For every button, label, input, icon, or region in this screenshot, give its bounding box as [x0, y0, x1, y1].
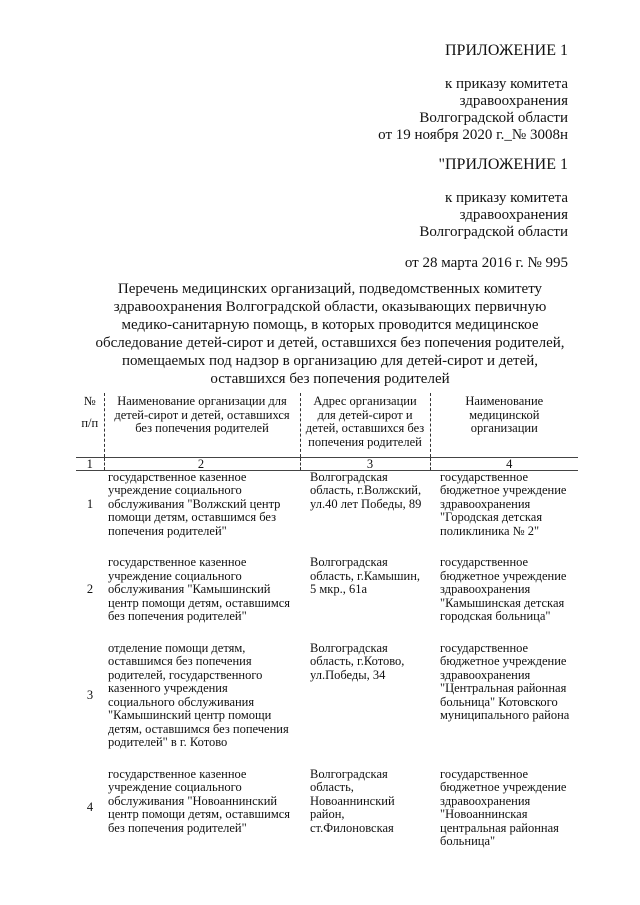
cell-line: Волгоградская [310, 555, 388, 569]
medical-organization [430, 470, 578, 556]
organization-address [300, 768, 430, 867]
cell-line: государственное [440, 555, 529, 569]
title-line: оставшихся без попечения родителей [210, 371, 450, 387]
cell-line: учреждение социального [108, 568, 242, 583]
cell-line: область, г.Волжский, [310, 483, 422, 497]
cell-line: государственное [440, 766, 529, 781]
organization-address [300, 470, 430, 556]
title-line: помещаемых под надзор в организацию для детей-сирот и детей, [121, 353, 539, 369]
cell-line: "Новоаннинская [440, 807, 528, 821]
cell-line: поликлиника № 2" [440, 523, 540, 538]
organization-name [104, 642, 300, 768]
cell-line: бюджетное учреждение [440, 654, 567, 668]
appendix-header-previous [360, 156, 568, 272]
header-medical-organization: Наименование медицинской организации [430, 393, 578, 457]
table-row [76, 556, 578, 642]
table-row [76, 768, 578, 867]
appendix-line: Волгоградской области [419, 110, 568, 126]
cell-line: 5 мкр., 61а [310, 582, 368, 596]
cell-line: здравоохранения [440, 793, 531, 808]
organization-address [300, 556, 430, 642]
cell-line: государственное казенное [108, 555, 247, 569]
row-number: 2 [86, 582, 94, 596]
cell-line: муниципального района [440, 708, 570, 722]
cell-line: государственное [440, 469, 529, 484]
cell-line: бюджетное учреждение [440, 568, 567, 583]
cell-line: область, г.Котово, [310, 654, 405, 668]
cell-line: бюджетное учреждение [440, 483, 567, 497]
cell-line: обслуживания "Камышинский [108, 582, 271, 596]
table-body [76, 470, 578, 867]
cell-line: центр помощи детям, оставшимся [108, 807, 291, 821]
medical-organization [430, 556, 578, 642]
cell-line: ул.Победы, 34 [310, 667, 386, 682]
cell-line: детям, оставшимся без попечения [108, 721, 289, 736]
cell-line: "Камышинский центр помощи [108, 708, 272, 722]
appendix-line: здравоохранения [459, 207, 568, 223]
title-line: здравоохранения Волгоградской области, оказывающих первичную [113, 299, 547, 315]
row-number: 4 [86, 800, 94, 815]
cell-line: социального обслуживания [108, 694, 255, 709]
table-row [76, 642, 578, 768]
cell-line: ул.40 лет Победы, 89 [310, 496, 422, 511]
organization-name [104, 470, 300, 556]
medical-organization [430, 768, 578, 867]
row-number: 3 [86, 687, 94, 702]
header-number: № п/п [81, 394, 99, 430]
cell-line: помощи детям, оставшимся без [108, 510, 277, 524]
cell-line: центральная районная [440, 820, 559, 835]
organization-address [300, 642, 430, 768]
cell-line: Волгоградская [310, 469, 388, 484]
cell-line: без попечения родителей" [108, 820, 247, 835]
cell-line: здравоохранения [440, 582, 531, 596]
cell-line: отделение помощи детям, [108, 640, 246, 655]
organization-name [104, 556, 300, 642]
appendix-order-date: от 28 марта 2016 г. № 995 [404, 255, 568, 271]
cell-line: государственное [440, 640, 529, 655]
title-line: медико-санитарную помощь, в которых проводится медицинское [121, 317, 539, 333]
cell-line: родителей" в г. Котово [108, 735, 228, 749]
cell-line: центр помощи детям, оставшимся [108, 595, 291, 610]
cell-line: "Городская детская [440, 510, 543, 524]
appendix-title: "ПРИЛОЖЕНИЕ 1 [438, 156, 568, 173]
column-number: 1 [76, 457, 104, 470]
cell-line: оставшимся без попечения [108, 654, 252, 668]
cell-line: больница" [440, 834, 496, 848]
column-number-row [76, 457, 578, 470]
cell-line: район, [310, 807, 345, 821]
cell-line: бюджетное учреждение [440, 780, 567, 794]
cell-line: родителей, государственного [108, 667, 263, 682]
appendix-order-date: от 19 ноября 2020 г._№ 3008н [378, 127, 568, 143]
cell-line: здравоохранения [440, 667, 531, 682]
table-header-row [76, 393, 578, 457]
row-number: 1 [86, 496, 94, 511]
cell-line: государственное казенное [108, 469, 247, 484]
cell-line: казенного учреждения [108, 681, 228, 695]
cell-line: учреждение социального [108, 780, 242, 794]
appendix-line: здравоохранения [459, 93, 568, 109]
cell-line: без попечения родителей" [108, 609, 247, 623]
cell-line: обслуживания "Волжский центр [108, 496, 281, 511]
appendix-header-current [360, 42, 568, 144]
organization-name [104, 768, 300, 867]
cell-line: "Центральная районная [440, 681, 567, 695]
appendix-line: к приказу комитета [444, 76, 568, 92]
title-line: Перечень медицинских организаций, подведомственных комитету [117, 281, 543, 297]
header-organization: Наименование организации для детей-сирот и детей, оставшихся без попечения родителей [104, 393, 300, 457]
cell-line: Новоаннинский [310, 793, 395, 808]
header-address: Адрес организации для детей-сирот и детей, оставшихся без попечения родителей [300, 393, 430, 457]
document-title [80, 280, 580, 388]
cell-line: здравоохранения [440, 496, 531, 511]
organizations-table [76, 393, 578, 867]
cell-line: Волгоградская [310, 640, 388, 655]
cell-line: "Камышинская детская [440, 595, 565, 610]
cell-line: городская больница" [440, 609, 551, 623]
cell-line: Волгоградская [310, 766, 388, 781]
cell-line: область, [310, 780, 354, 794]
column-number: 2 [104, 457, 300, 470]
medical-organization [430, 642, 578, 768]
cell-line: больница" Котовского [440, 694, 558, 709]
cell-line: обслуживания "Новоаннинский [108, 793, 278, 808]
cell-line: область, г.Камышин, [310, 568, 421, 583]
appendix-line: Волгоградской области [419, 224, 568, 240]
column-number: 3 [300, 457, 430, 470]
cell-line: государственное казенное [108, 766, 247, 781]
appendix-line: к приказу комитета [444, 190, 568, 206]
column-number: 4 [430, 457, 578, 470]
cell-line: учреждение социального [108, 483, 242, 497]
appendix-title: ПРИЛОЖЕНИЕ 1 [444, 42, 568, 59]
cell-line: попечения родителей" [108, 523, 227, 538]
title-line: обследование детей-сирот и детей, оставшихся без попечения родителей, [95, 335, 565, 351]
table-row [76, 470, 578, 556]
cell-line: ст.Филоновская [310, 820, 394, 835]
